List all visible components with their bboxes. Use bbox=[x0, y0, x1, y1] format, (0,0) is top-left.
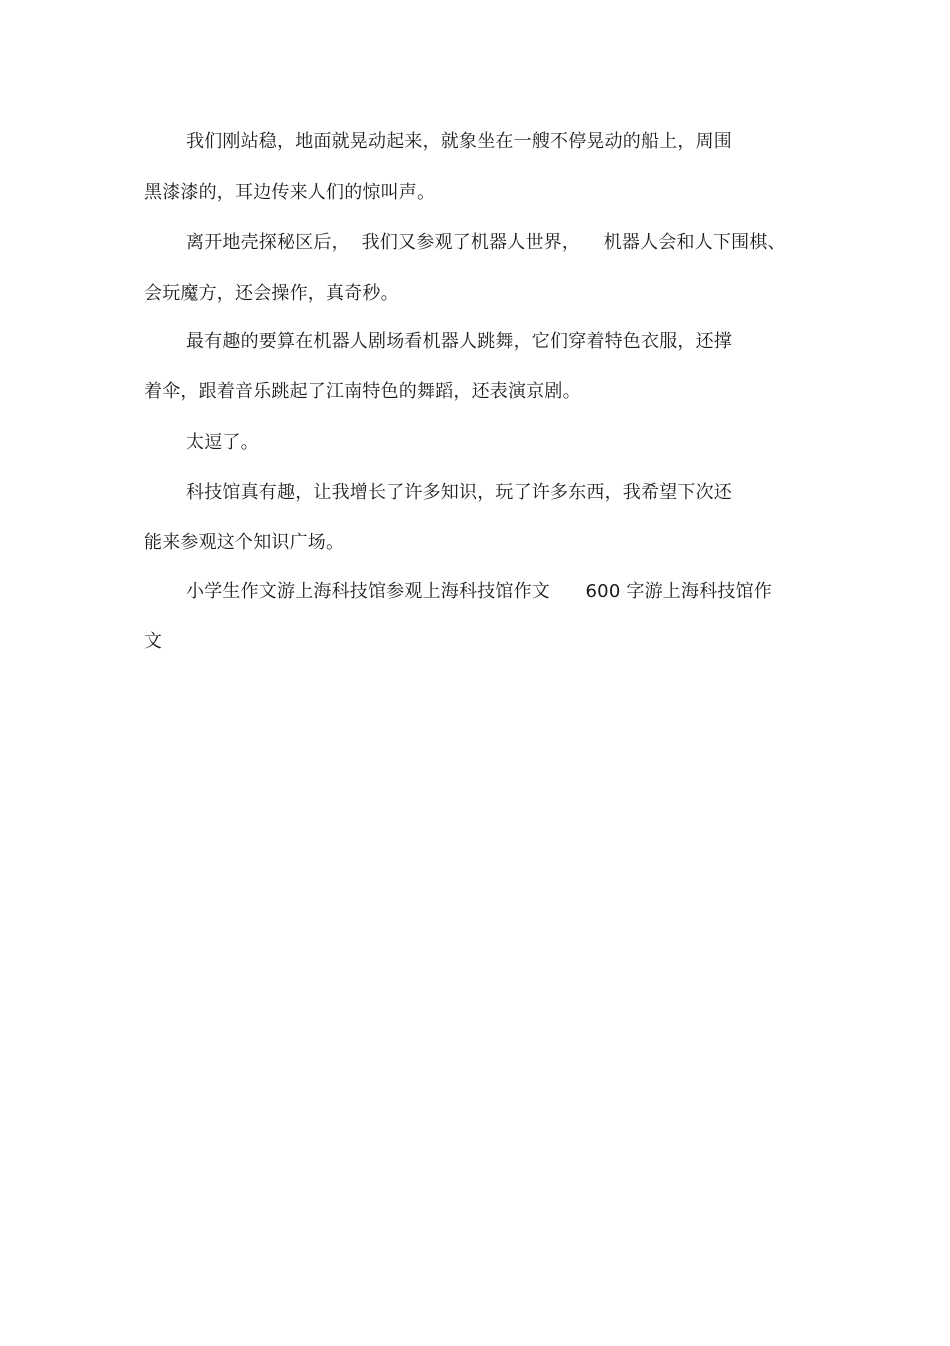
paragraph-2-line-1: 离开地壳探秘区后， 我们又参观了机器人世界， 机器人会和人下围棋、 bbox=[186, 232, 786, 253]
paragraph-6-line-1: 小学生作文游上海科技馆参观上海科技馆作文 600 字游上海科技馆作 bbox=[186, 581, 773, 602]
paragraph-1-line-1: 我们刚站稳，地面就晃动起来，就象坐在一艘不停晃动的船上，周围 bbox=[186, 131, 732, 152]
paragraph-2-line-2: 会玩魔方，还会操作，真奇秒。 bbox=[144, 283, 399, 304]
paragraph-5-line-2: 能来参观这个知识广场。 bbox=[144, 532, 345, 553]
paragraph-4-line-1: 太逗了。 bbox=[186, 432, 259, 453]
paragraph-1-line-2: 黑漆漆的，耳边传来人们的惊叫声。 bbox=[144, 182, 436, 203]
paragraph-6-line-2: 文 bbox=[144, 631, 163, 652]
paragraph-5-line-1: 科技馆真有趣，让我增长了许多知识，玩了许多东西，我希望下次还 bbox=[186, 482, 732, 503]
paragraph-3-line-1: 最有趣的要算在机器人剧场看机器人跳舞，它们穿着特色衣服，还撑 bbox=[186, 331, 732, 352]
paragraph-3-line-2: 着伞，跟着音乐跳起了江南特色的舞蹈，还表演京剧。 bbox=[144, 381, 581, 402]
